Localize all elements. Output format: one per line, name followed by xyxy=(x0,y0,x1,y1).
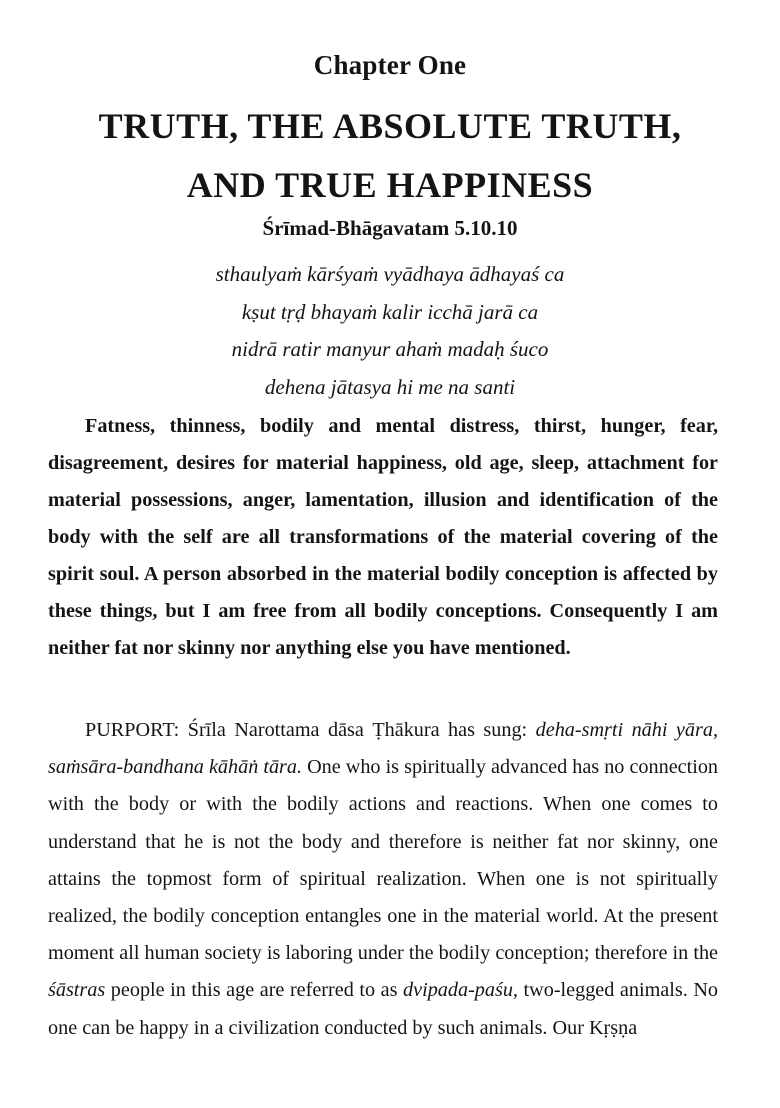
verse-line: nidrā ratir manyur ahaṁ madaḥ śuco xyxy=(231,337,549,361)
verse-line: dehena jātasya hi me na santi xyxy=(264,374,516,399)
purport-italic-quote: deha-smṛti nāhi yāra, saṁsāra-bandhana kāhāṅ tāra. xyxy=(48,719,718,779)
verse-line: kṣut tṛḍ bhayaṁ kalir icchā jarā ca xyxy=(241,299,539,324)
purport-text: One who is spiritually advanced has no connection with the body or with the bodily actions and reactions. When one comes to understand that he is not the body and therefore is neither fat nor skinny, one attains the topmost form of spiritual realization. When one is not spiritually realized, the bodily conception entangles one in the material world. At the present moment all human society is laboring under the bodily conception; therefore in the xyxy=(48,756,719,965)
chapter-label: Chapter One xyxy=(313,50,467,80)
sanskrit-verse xyxy=(0,256,780,406)
purport-text: PURPORT: Śrīla Narottama dāsa Ṭhākura has sung: xyxy=(85,719,536,741)
verse-translation: Fatness, thinness, bodily and mental distress, thirst, hunger, fear, disagreement, desires for material happiness, old age, sleep, attachment for material possessions, anger, lamentation, illusion and identification of the body with the self are all transformations of the material covering of the spirit soul. A person absorbed in the material bodily conception is affected by these things, but I am free from all bodily conceptions. Consequently I am neither fat nor skinny nor anything else you have mentioned. xyxy=(48,415,718,659)
purport-italic-term: śāstras xyxy=(48,979,106,1002)
scripture-reference: Śrīmad-Bhāgavatam 5.10.10 xyxy=(262,216,518,240)
purport-paragraph xyxy=(48,712,718,1047)
chapter-title-line-2: AND TRUE HAPPINESS xyxy=(186,165,594,205)
purport-italic-term: dvipada-paśu, xyxy=(403,979,518,1002)
verse-line: sthaulyaṁ kārśyaṁ vyādhaya ādhayaś ca xyxy=(215,262,565,286)
purport-text: people in this age are referred to as xyxy=(105,979,404,1002)
chapter-title-line-1: TRUTH, THE ABSOLUTE TRUTH, xyxy=(98,106,682,146)
purport-text: two-legged animals. No one can be happy in a civilization conducted by such animals. Our Kṛṣṇa xyxy=(48,979,718,1039)
